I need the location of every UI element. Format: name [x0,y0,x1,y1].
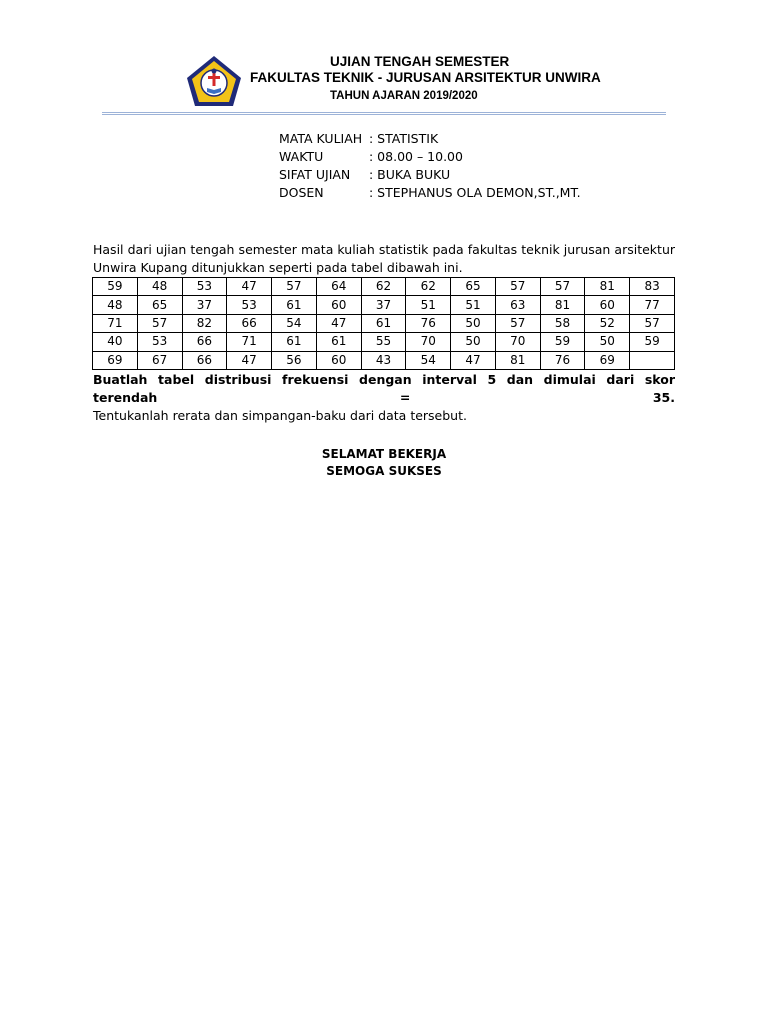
header-academic-year: TAHUN AJARAN 2019/2020 [330,90,478,102]
table-row [93,351,675,369]
score-cell: 47 [227,351,272,369]
score-cell: 76 [406,314,451,332]
score-cell: 60 [585,296,630,314]
score-cell: 57 [272,278,317,296]
score-cell: 51 [406,296,451,314]
info-row-exam-type [279,166,581,184]
score-cell: 62 [361,278,406,296]
info-value: : BUKA BUKU [369,167,451,182]
score-cell: 57 [630,314,675,332]
score-cell: 55 [361,333,406,351]
closing-line: SEMOGA SUKSES [326,464,442,478]
score-cell: 81 [585,278,630,296]
closing-message [284,446,484,480]
score-cell: 56 [272,351,317,369]
score-cell: 37 [182,296,227,314]
info-row-course [279,130,581,148]
table-row [93,314,675,332]
info-key: WAKTU [279,149,324,164]
score-cell: 76 [540,351,585,369]
score-cell: 61 [272,296,317,314]
score-cell: 53 [227,296,272,314]
score-cell: 67 [137,351,182,369]
score-cell: 64 [316,278,361,296]
info-key: SIFAT UJIAN [279,167,351,182]
score-cell: 54 [272,314,317,332]
score-cell: 70 [406,333,451,351]
score-cell: 59 [93,278,138,296]
score-cell: 53 [182,278,227,296]
score-cell: 60 [316,351,361,369]
score-cell: 77 [630,296,675,314]
score-cell: 47 [316,314,361,332]
table-row [93,333,675,351]
score-cell: 50 [451,314,496,332]
score-cell: 50 [451,333,496,351]
info-value: : STEPHANUS OLA DEMON,ST.,MT. [369,185,581,200]
score-cell: 69 [93,351,138,369]
score-cell: 57 [137,314,182,332]
info-row-lecturer [279,184,581,202]
score-cell: 57 [540,278,585,296]
info-value: : 08.00 – 10.00 [369,149,463,164]
score-cell: 62 [406,278,451,296]
score-cell: 81 [495,351,540,369]
score-cell: 37 [361,296,406,314]
score-cell [630,351,675,369]
score-cell: 53 [137,333,182,351]
info-row-time [279,148,581,166]
score-cell: 57 [495,314,540,332]
exam-header [0,0,768,120]
header-divider [102,112,666,115]
score-cell: 61 [272,333,317,351]
score-cell: 81 [540,296,585,314]
task-mean-stdev: Tentukanlah rerata dan simpangan-baku dari data tersebut. [93,408,467,423]
exam-tasks [93,371,675,425]
score-cell: 66 [227,314,272,332]
score-cell: 47 [227,278,272,296]
score-cell: 61 [361,314,406,332]
score-cell: 57 [495,278,540,296]
score-cell: 70 [495,333,540,351]
score-cell: 66 [182,351,227,369]
closing-line: SELAMAT BEKERJA [321,447,447,461]
score-cell: 82 [182,314,227,332]
score-cell: 52 [585,314,630,332]
info-key: DOSEN [279,185,324,200]
intro-paragraph: Hasil dari ujian tengah semester mata kuliah statistik pada fakultas teknik jurusan arsitektur Unwira Kupang ditunjukkan seperti pada tabel dibawah ini. [93,242,675,275]
score-cell: 61 [316,333,361,351]
exam-info [279,130,581,202]
university-emblem-icon [185,54,243,108]
score-cell: 48 [93,296,138,314]
score-cell: 65 [137,296,182,314]
scores-table [92,277,675,370]
score-cell: 63 [495,296,540,314]
score-cell: 83 [630,278,675,296]
score-cell: 43 [361,351,406,369]
score-cell: 60 [316,296,361,314]
score-cell: 40 [93,333,138,351]
score-cell: 59 [630,333,675,351]
score-cell: 71 [227,333,272,351]
header-faculty: FAKULTAS TEKNIK - JURUSAN ARSITEKTUR UNWIRA [250,70,601,85]
score-cell: 48 [137,278,182,296]
score-cell: 54 [406,351,451,369]
score-cell: 59 [540,333,585,351]
score-cell: 50 [585,333,630,351]
score-cell: 65 [451,278,496,296]
score-cell: 58 [540,314,585,332]
info-key: MATA KULIAH [279,131,363,146]
table-row [93,296,675,314]
score-cell: 69 [585,351,630,369]
score-cell: 71 [93,314,138,332]
score-cell: 47 [451,351,496,369]
task-frequency-table: Buatlah tabel distribusi frekuensi dengan interval 5 dan dimulai dari skor terendah = 35. [93,372,675,405]
header-title: UJIAN TENGAH SEMESTER [330,54,510,69]
info-value: : STATISTIK [369,131,439,146]
table-row [93,278,675,296]
score-cell: 66 [182,333,227,351]
score-cell: 51 [451,296,496,314]
